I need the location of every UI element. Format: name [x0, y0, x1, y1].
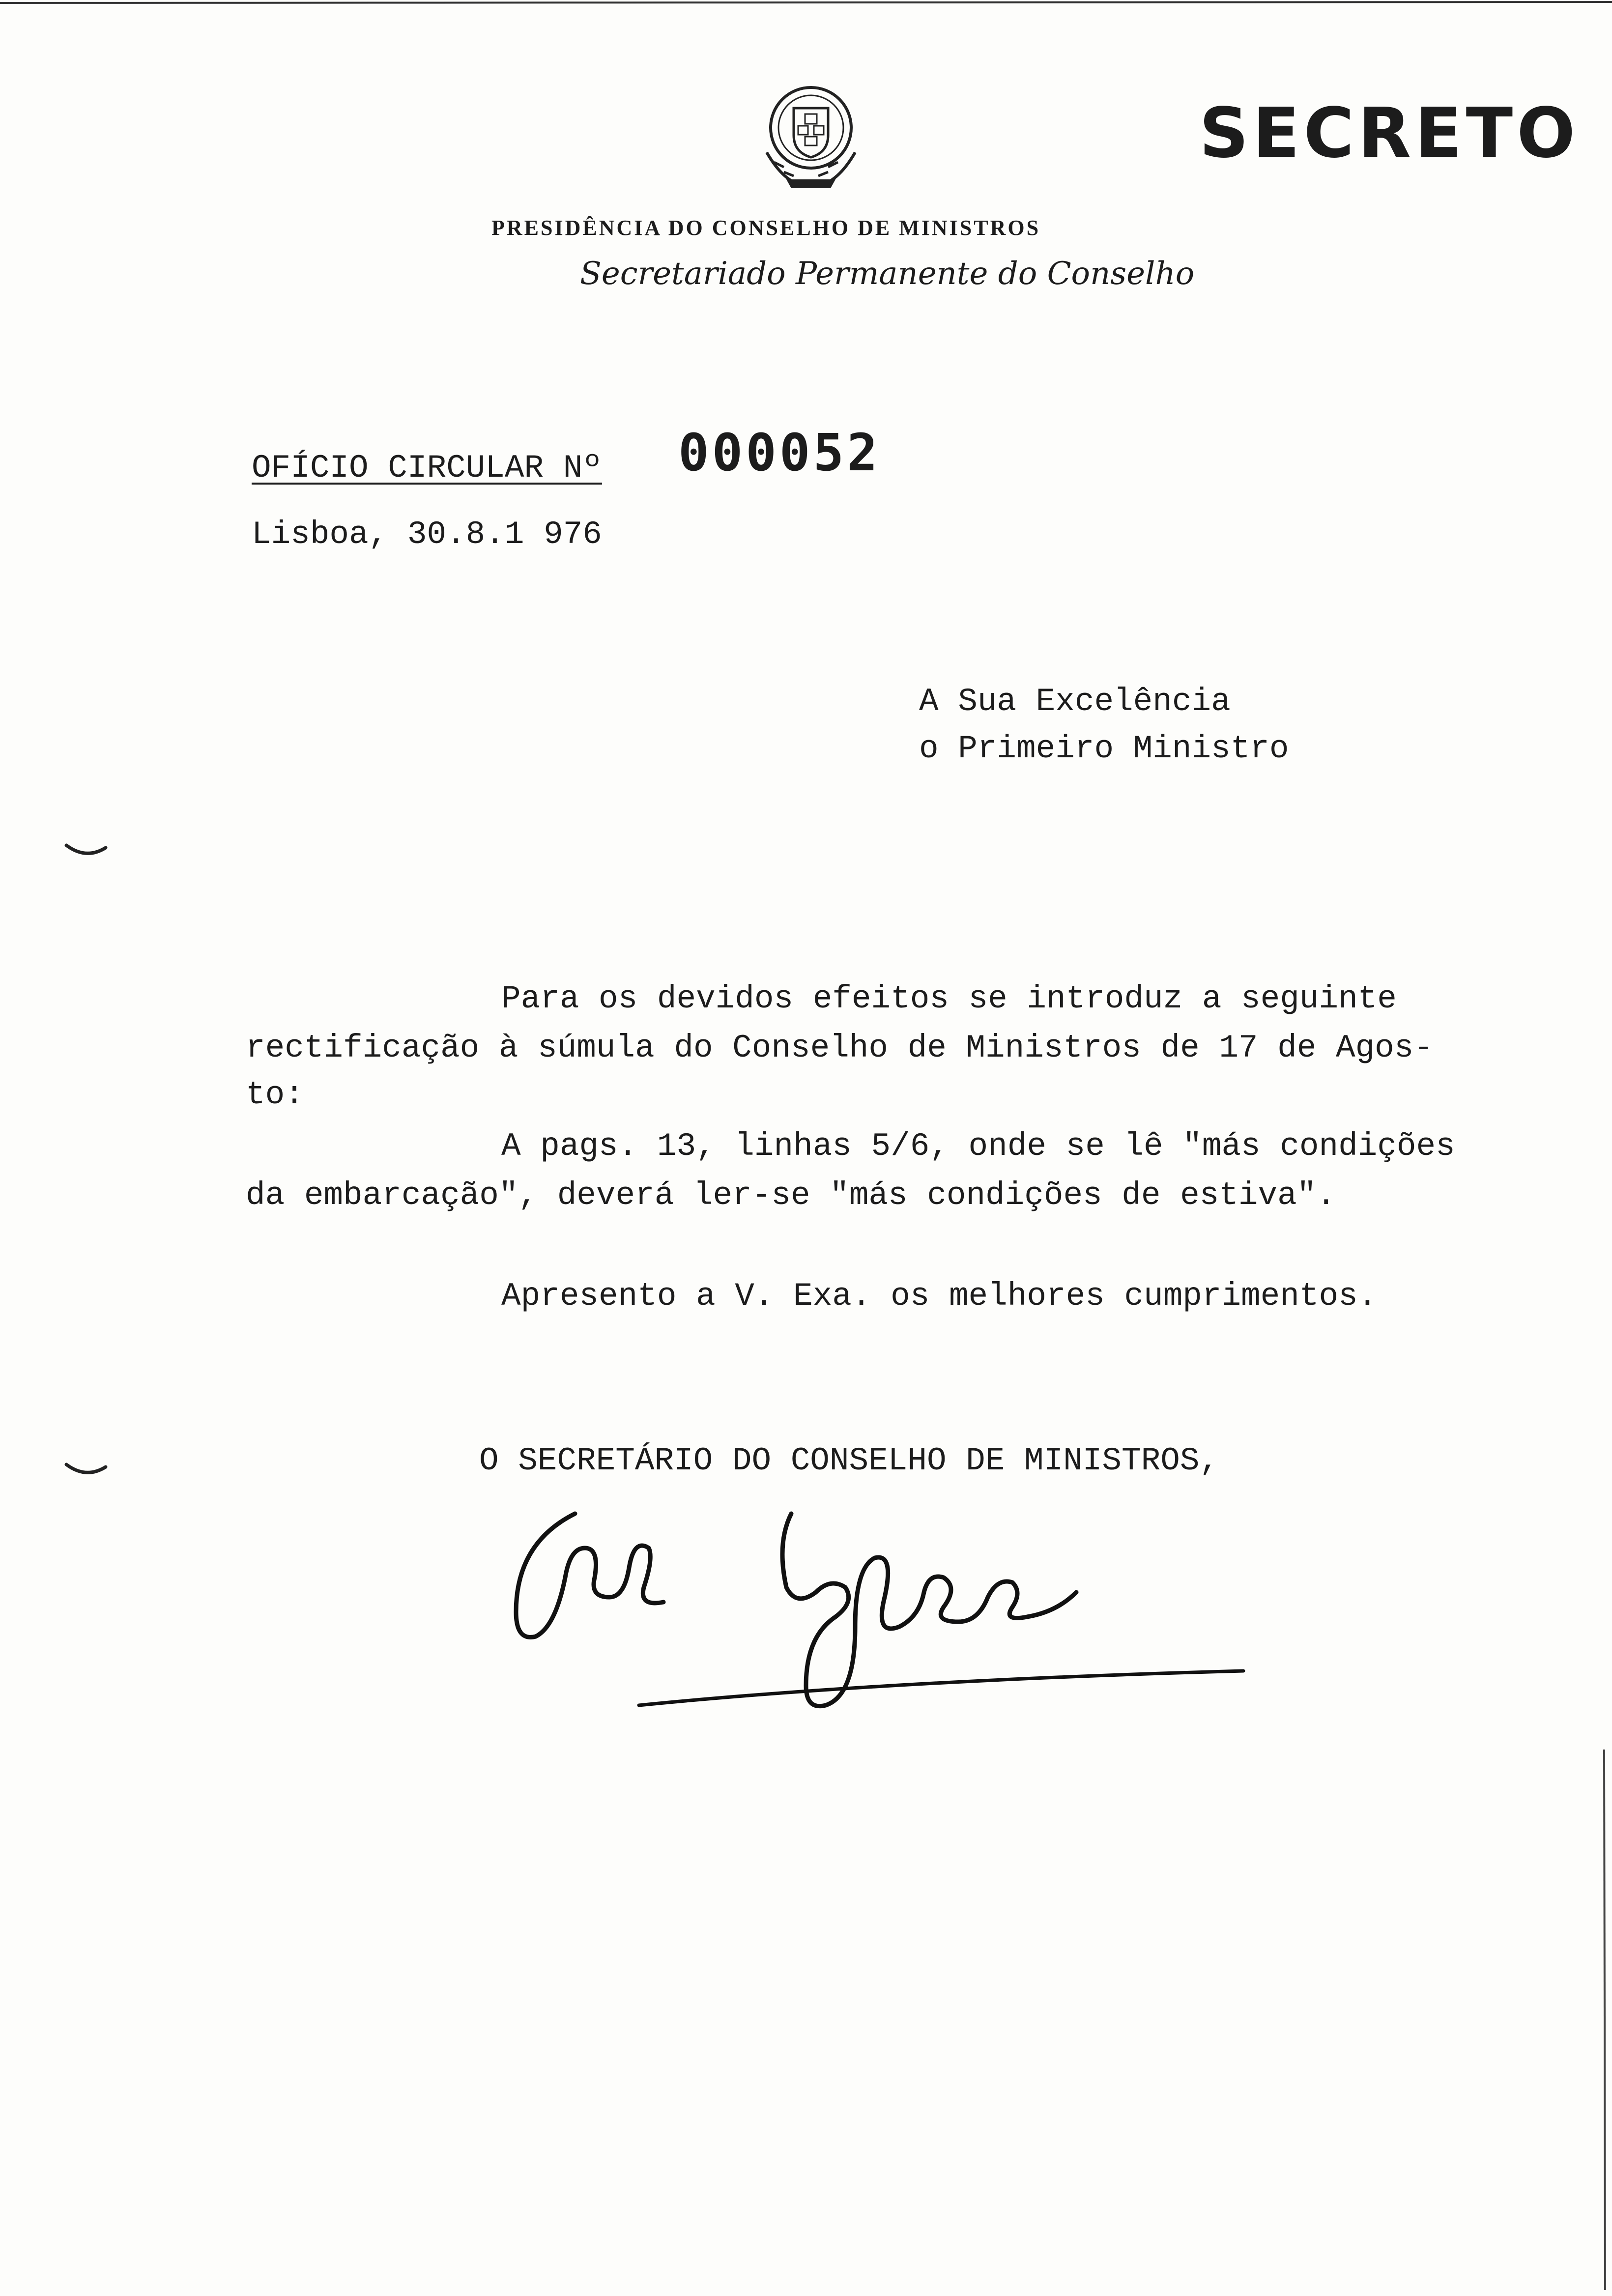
recipient-line-2: o Primeiro Ministro: [919, 730, 1289, 767]
body-p2-line-2: da embarcação", deverá ler-se "más condições de estiva".: [246, 1177, 1336, 1214]
place-date: Lisboa, 30.8.1 976: [252, 516, 602, 553]
body-p1-line-1: Para os devidos efeitos se introduz a seguinte: [501, 980, 1397, 1017]
body-p1-line-3: to:: [246, 1076, 304, 1113]
coat-of-arms-icon: [747, 79, 875, 197]
body-p2-line-1: A pags. 13, linhas 5/6, onde se lê "más condições: [501, 1128, 1455, 1165]
body-p1-line-2: rectificação à súmula do Conselho de Ministros de 17 de Agos-: [246, 1030, 1433, 1066]
closing-line: Apresento a V. Exa. os melhores cumprimentos.: [501, 1278, 1378, 1315]
department-name: Secretariado Permanente do Conselho: [580, 256, 1195, 292]
scan-top-edge: [0, 0, 1612, 10]
scan-right-edge: [1601, 1750, 1611, 2290]
recipient-line-1: A Sua Excelência: [919, 683, 1231, 720]
circular-number: 000052: [678, 423, 881, 483]
signatory-title: O SECRETÁRIO DO CONSELHO DE MINISTROS,: [479, 1442, 1219, 1479]
classification-stamp: SECRETO: [1199, 93, 1580, 173]
hole-punch-mark-lower: [64, 1462, 108, 1482]
handwritten-signature: [491, 1474, 1278, 1700]
hole-punch-mark-upper: [64, 843, 108, 862]
circular-label: OFÍCIO CIRCULAR Nº: [252, 450, 602, 487]
institution-name: PRESIDÊNCIA DO CONSELHO DE MINISTROS: [491, 216, 1041, 240]
